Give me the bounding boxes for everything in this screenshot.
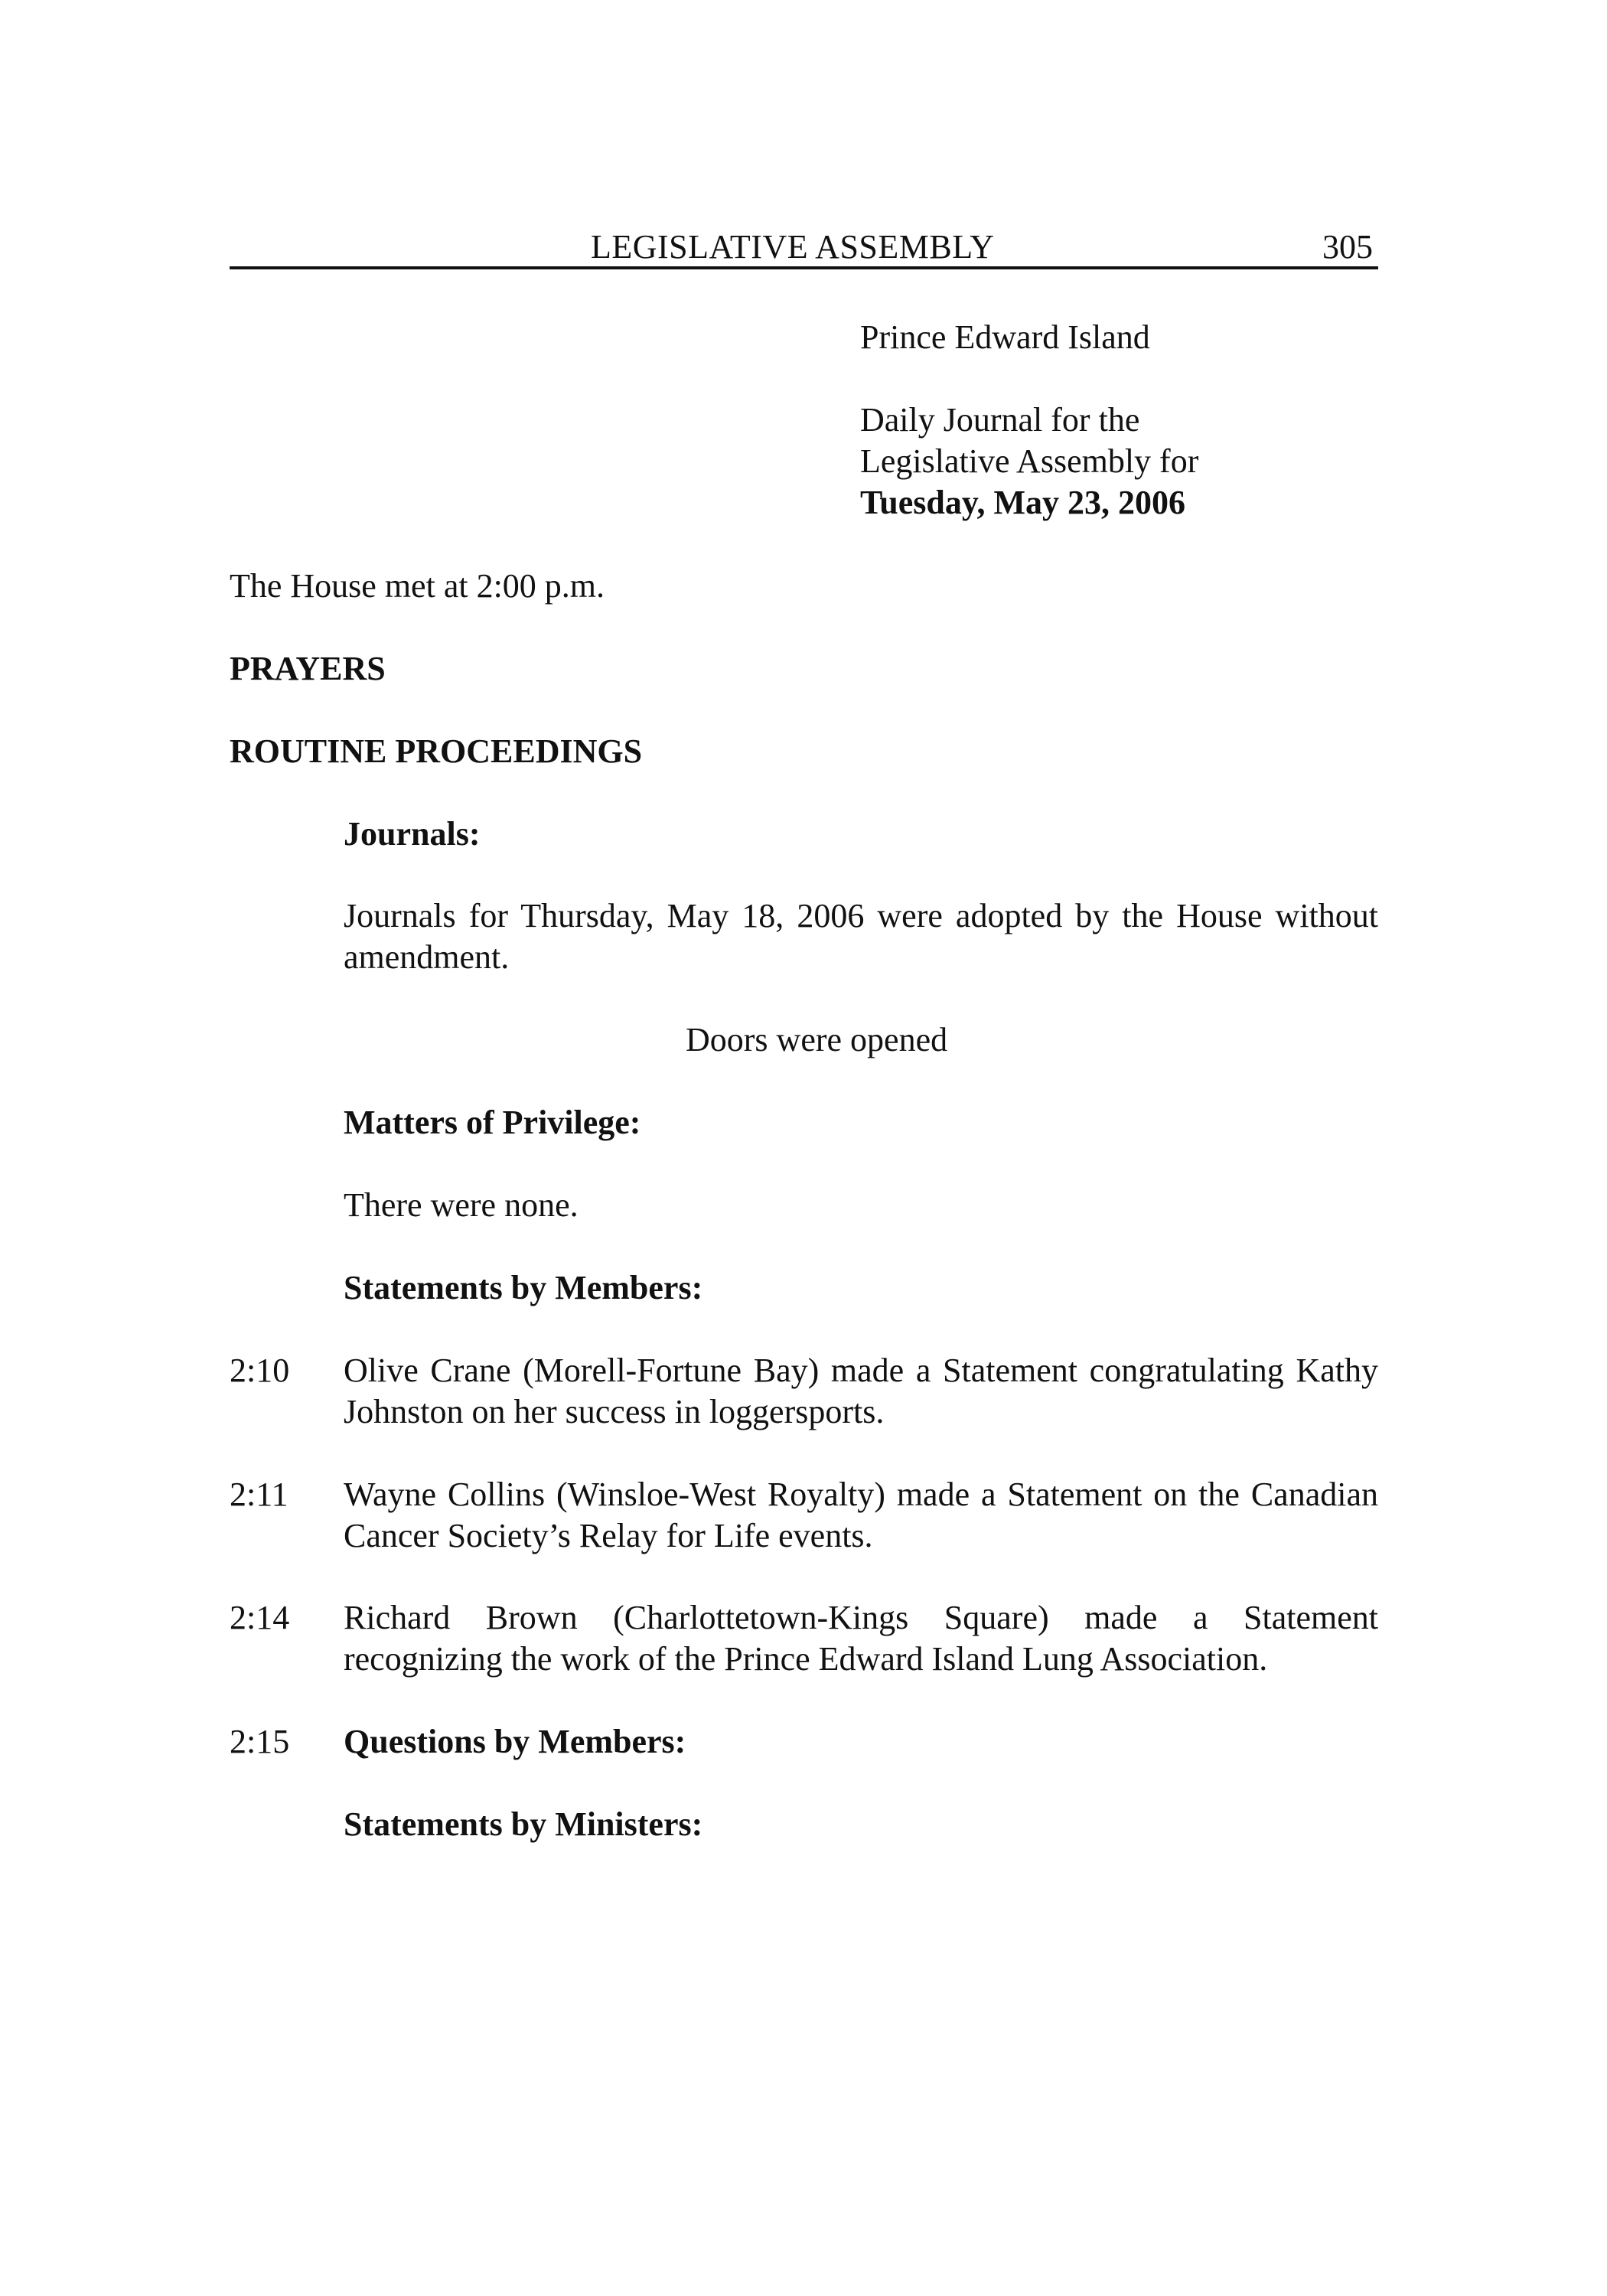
province-name: Prince Edward Island	[860, 318, 1150, 356]
matters-of-privilege-text: There were none.	[344, 1186, 579, 1224]
matters-of-privilege-heading: Matters of Privilege:	[344, 1104, 641, 1141]
statement-entry-line-1: Olive Crane (Morell-Fortune Bay) made a Statement congratulating Kathy	[344, 1352, 1378, 1389]
statement-entry-line-1: Richard Brown (Charlottetown-Kings Square) made a Statement	[344, 1599, 1378, 1636]
journals-text-line-2: amendment.	[344, 938, 510, 976]
statement-entry	[344, 1597, 1378, 1680]
header-rule	[230, 266, 1378, 269]
doors-opened-line: Doors were opened	[686, 1021, 948, 1058]
questions-time: 2:15	[230, 1723, 290, 1760]
routine-proceedings-heading: ROUTINE PROCEEDINGS	[230, 732, 643, 770]
statement-time: 2:11	[230, 1476, 288, 1513]
statement-time: 2:10	[230, 1352, 290, 1389]
statement-entry-line-2: Cancer Society’s Relay for Life events.	[344, 1517, 873, 1554]
prayers-heading: PRAYERS	[230, 650, 386, 687]
statement-entry-line-2: recognizing the work of the Prince Edward Island Lung Association.	[344, 1640, 1268, 1678]
house-met-line: The House met at 2:00 p.m.	[230, 567, 605, 605]
journals-heading: Journals:	[344, 815, 481, 853]
page-number: 305	[1322, 228, 1373, 266]
statement-entry	[344, 1350, 1378, 1433]
journal-date: Tuesday, May 23, 2006	[860, 484, 1186, 521]
journal-intro-block	[860, 317, 1198, 523]
journals-text-line-1: Journals for Thursday, May 18, 2006 were adopted by the House without	[344, 897, 1378, 934]
journals-text	[344, 895, 1378, 978]
statements-by-ministers-heading: Statements by Ministers:	[344, 1805, 703, 1843]
statements-by-members-heading: Statements by Members:	[344, 1269, 703, 1306]
statement-entry	[344, 1474, 1378, 1557]
running-header-title: LEGISLATIVE ASSEMBLY	[591, 228, 995, 266]
questions-by-members-heading: Questions by Members:	[344, 1723, 686, 1760]
journal-line-1: Daily Journal for the	[860, 401, 1140, 439]
statement-entry-line-1: Wayne Collins (Winsloe-West Royalty) made a Statement on the Canadian	[344, 1476, 1378, 1513]
statement-time: 2:14	[230, 1599, 290, 1636]
journal-line-2: Legislative Assembly for	[860, 442, 1199, 480]
statement-entry-line-2: Johnston on her success in loggersports.	[344, 1393, 885, 1430]
